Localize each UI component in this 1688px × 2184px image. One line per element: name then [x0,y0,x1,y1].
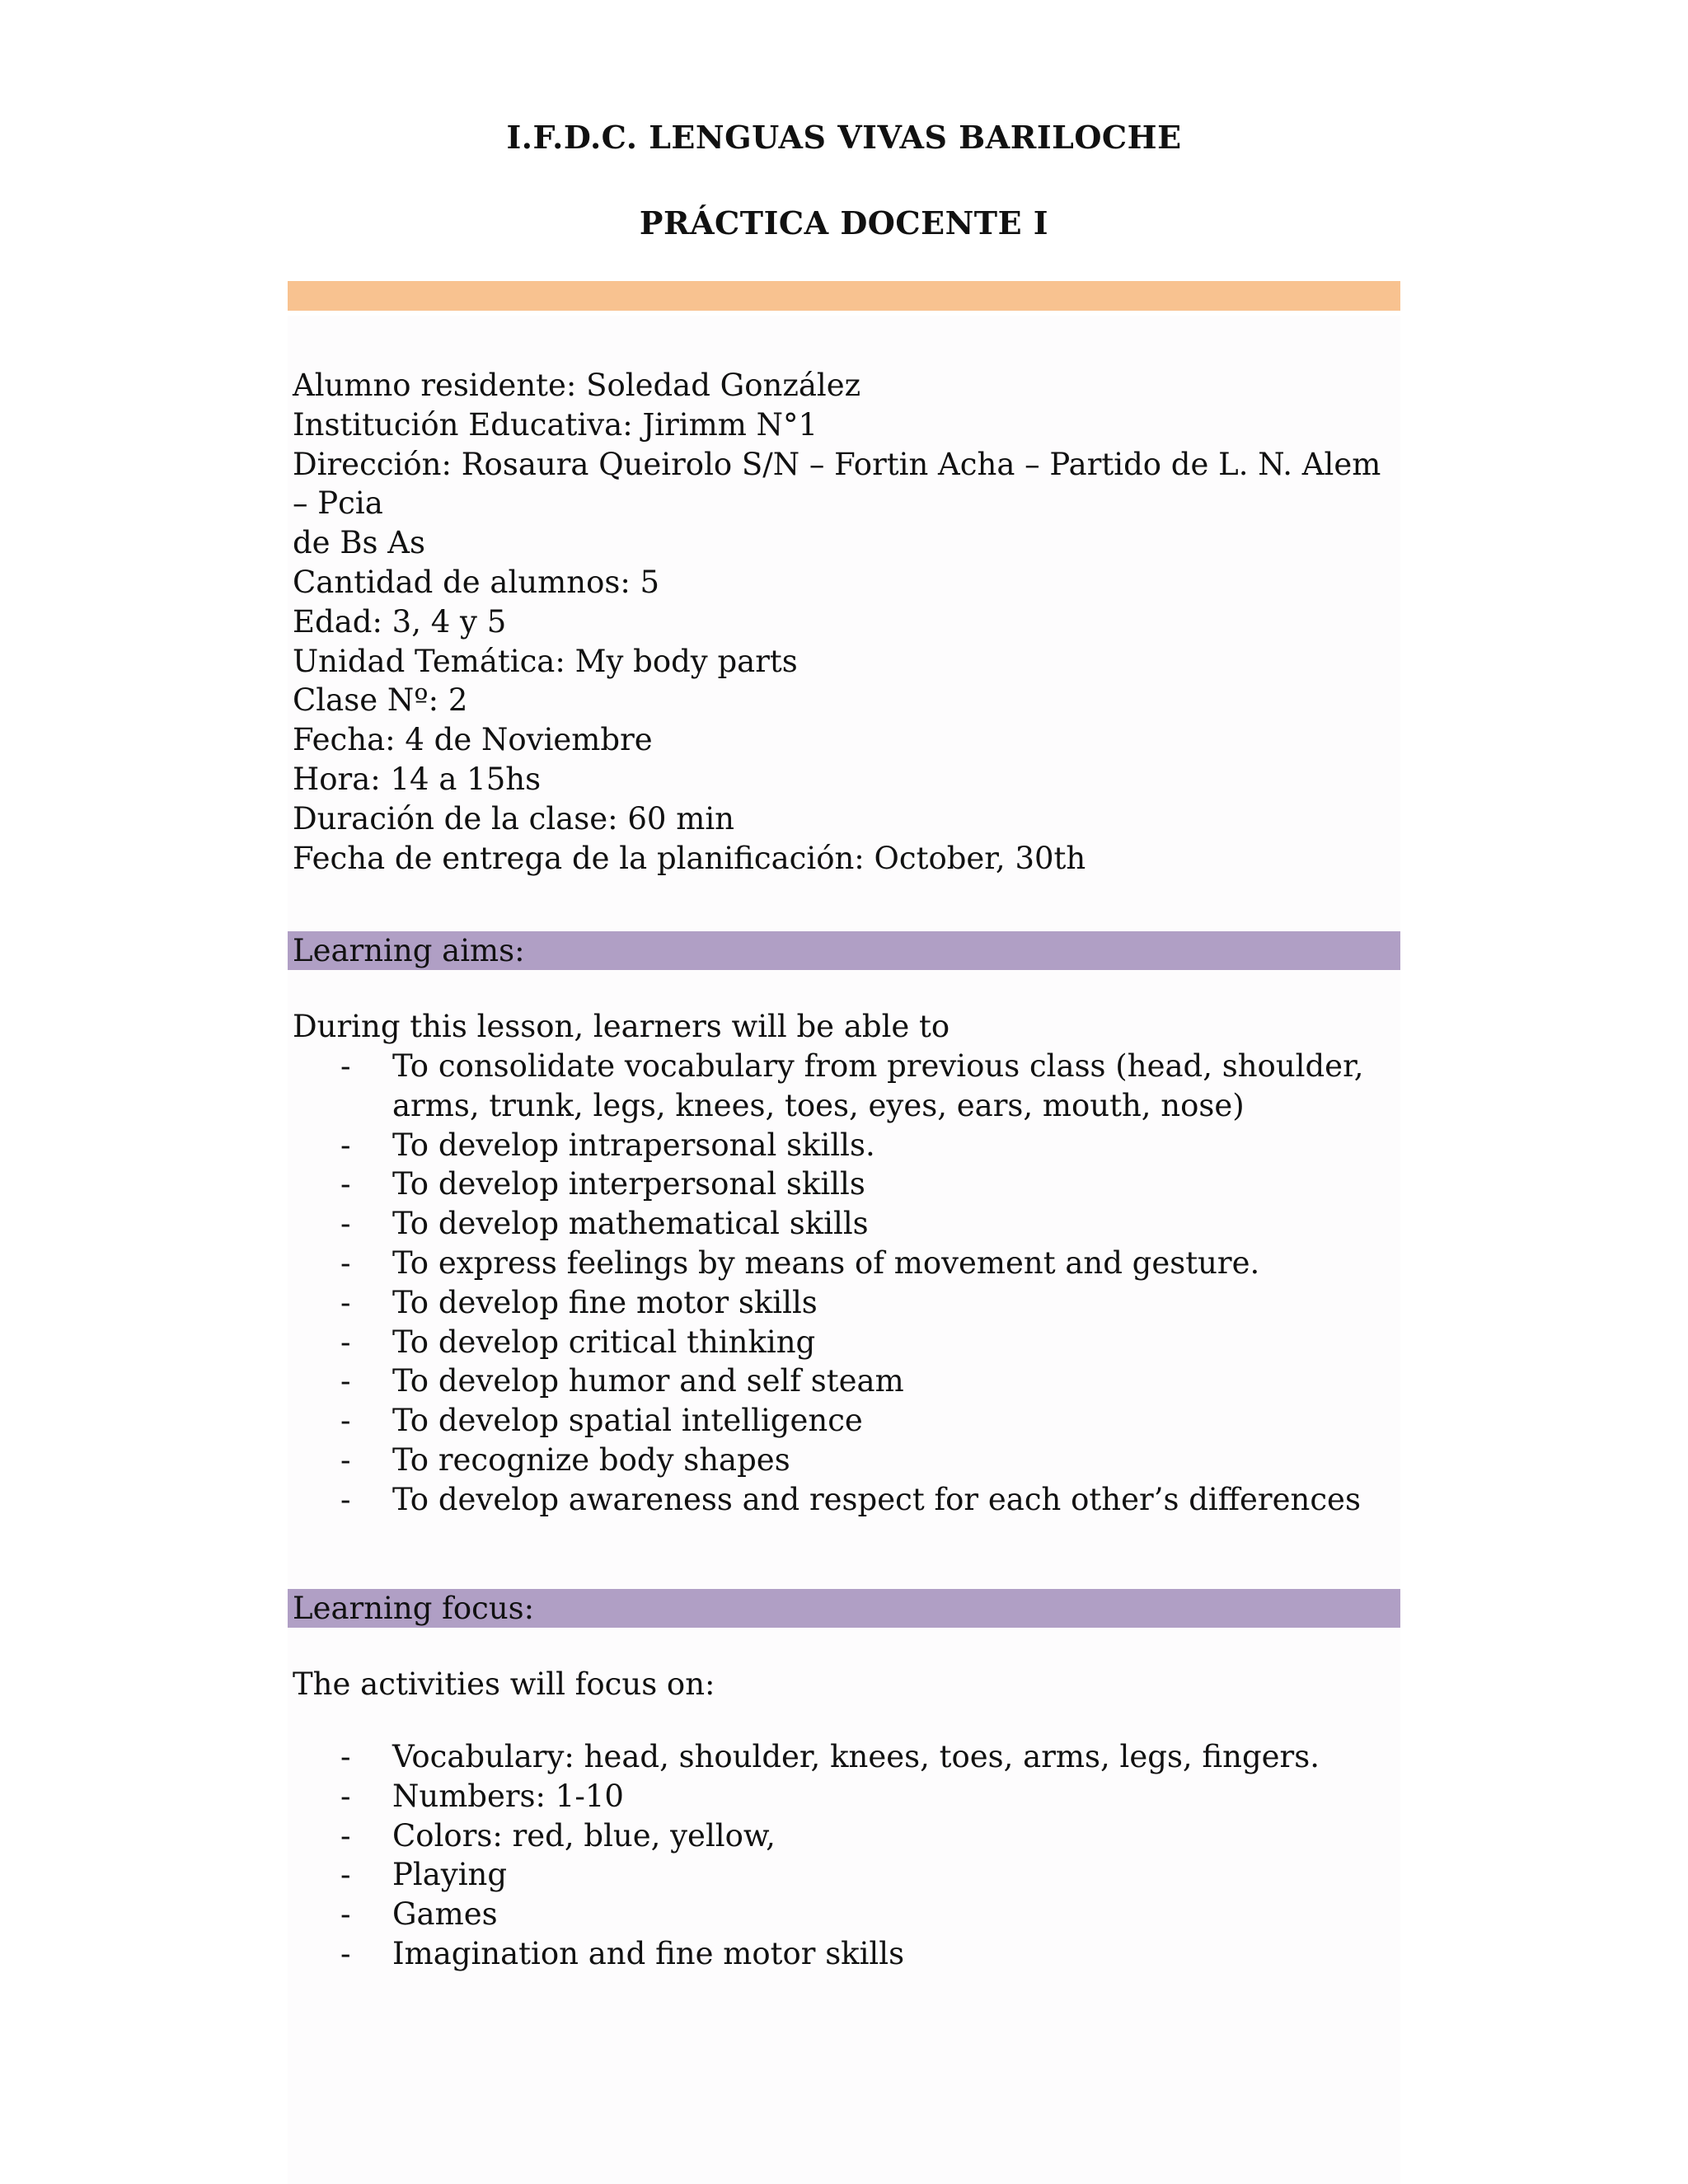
list-item-text: Imagination and fine motor skills [392,1935,905,1971]
list-item [293,1204,1401,1244]
info-student: Alumno residente: Soledad González [293,368,861,403]
learning-aims-list [293,1047,1401,1520]
header-divider-bar [288,281,1400,311]
list-item [293,1737,1401,1777]
bullet-dash: - [340,1206,351,1242]
bullet-dash: - [340,1441,351,1478]
list-item [293,1283,1401,1323]
bullet-dash: - [340,1739,351,1774]
learning-aims-heading: Learning aims: [288,931,1400,970]
list-item-text: To recognize body shapes [392,1441,790,1478]
list-item [293,1165,1401,1204]
bullet-dash: - [340,1166,351,1202]
info-address: Dirección: Rosaura Queirolo S/N – Fortin Acha – Partido de L. N. Alem – Pcia [293,446,1381,522]
list-item [293,1895,1401,1934]
info-institution: Institución Educativa: Jirimm N°1 [293,406,818,443]
bullet-dash: - [340,1284,351,1320]
learning-focus-heading: Learning focus: [288,1589,1400,1628]
info-age: Edad: 3, 4 y 5 [293,603,507,640]
list-item-text: To consolidate vocabulary from previous class (head, shoulder, arms, trunk, legs, knees, toes, eyes, ears, mouth, nose) [392,1048,1364,1123]
bullet-dash: - [340,1127,351,1163]
institution-title: I.F.D.C. LENGUAS VIVAS BARILOCHE [506,119,1182,156]
list-item-text: To develop intrapersonal skills. [392,1127,875,1163]
list-item-text: To develop critical thinking [392,1324,816,1360]
list-item [293,1126,1401,1165]
bullet-dash: - [340,1857,351,1893]
bullet-dash: - [340,1403,351,1439]
list-item [293,1480,1401,1520]
list-item [293,1855,1401,1895]
list-item-text: Vocabulary: head, shoulder, knees, toes, arms, legs, fingers. [392,1739,1320,1774]
course-subtitle: PRÁCTICA DOCENTE I [639,204,1049,241]
list-item-text: To express feelings by means of movement and gesture. [392,1244,1260,1281]
bullet-dash: - [340,1324,351,1360]
list-item [293,1244,1401,1283]
list-item-text: To develop mathematical skills [392,1206,869,1242]
learning-focus-list [293,1737,1401,1974]
list-item [293,1323,1401,1362]
info-class-number: Clase Nº: 2 [293,682,468,719]
list-item [293,1361,1401,1401]
bullet-dash: - [340,1817,351,1854]
info-unit: Unidad Temática: My body parts [293,643,798,679]
bullet-dash: - [340,1778,351,1814]
list-item-text: Numbers: 1-10 [392,1778,624,1814]
lesson-info-list [293,366,1401,878]
list-item [293,1401,1401,1441]
list-item [293,1816,1401,1856]
list-item-text: Games [392,1896,498,1933]
info-address-continued: de Bs As [293,525,425,561]
bullet-dash: - [340,1481,351,1517]
list-item [293,1934,1401,1974]
list-item [293,1777,1401,1816]
learning-focus-intro: The activities will focus on: [293,1666,715,1702]
list-item-text: To develop awareness and respect for each other’s differences [392,1481,1361,1517]
list-item-text: To develop spatial intelligence [392,1403,863,1439]
list-item-text: To develop humor and self steam [392,1363,904,1399]
list-item-text: To develop interpersonal skills [392,1166,865,1202]
list-item [293,1047,1401,1126]
info-date: Fecha: 4 de Noviembre [293,722,653,758]
bullet-dash: - [340,1363,351,1399]
bullet-dash: - [340,1244,351,1281]
learning-aims-intro: During this lesson, learners will be able to [293,1009,950,1044]
bullet-dash: - [340,1935,351,1971]
list-item [293,1441,1401,1480]
info-duration: Duración de la clase: 60 min [293,800,734,837]
list-item-text: Colors: red, blue, yellow, [392,1817,776,1854]
list-item-text: Playing [392,1857,508,1893]
list-item-text: To develop fine motor skills [392,1284,818,1320]
info-student-count: Cantidad de alumnos: 5 [293,564,660,600]
info-time: Hora: 14 a 15hs [293,761,542,797]
info-delivery-date: Fecha de entrega de la planificación: October, 30th [293,840,1086,876]
bullet-dash: - [340,1896,351,1933]
bullet-dash: - [340,1048,351,1084]
